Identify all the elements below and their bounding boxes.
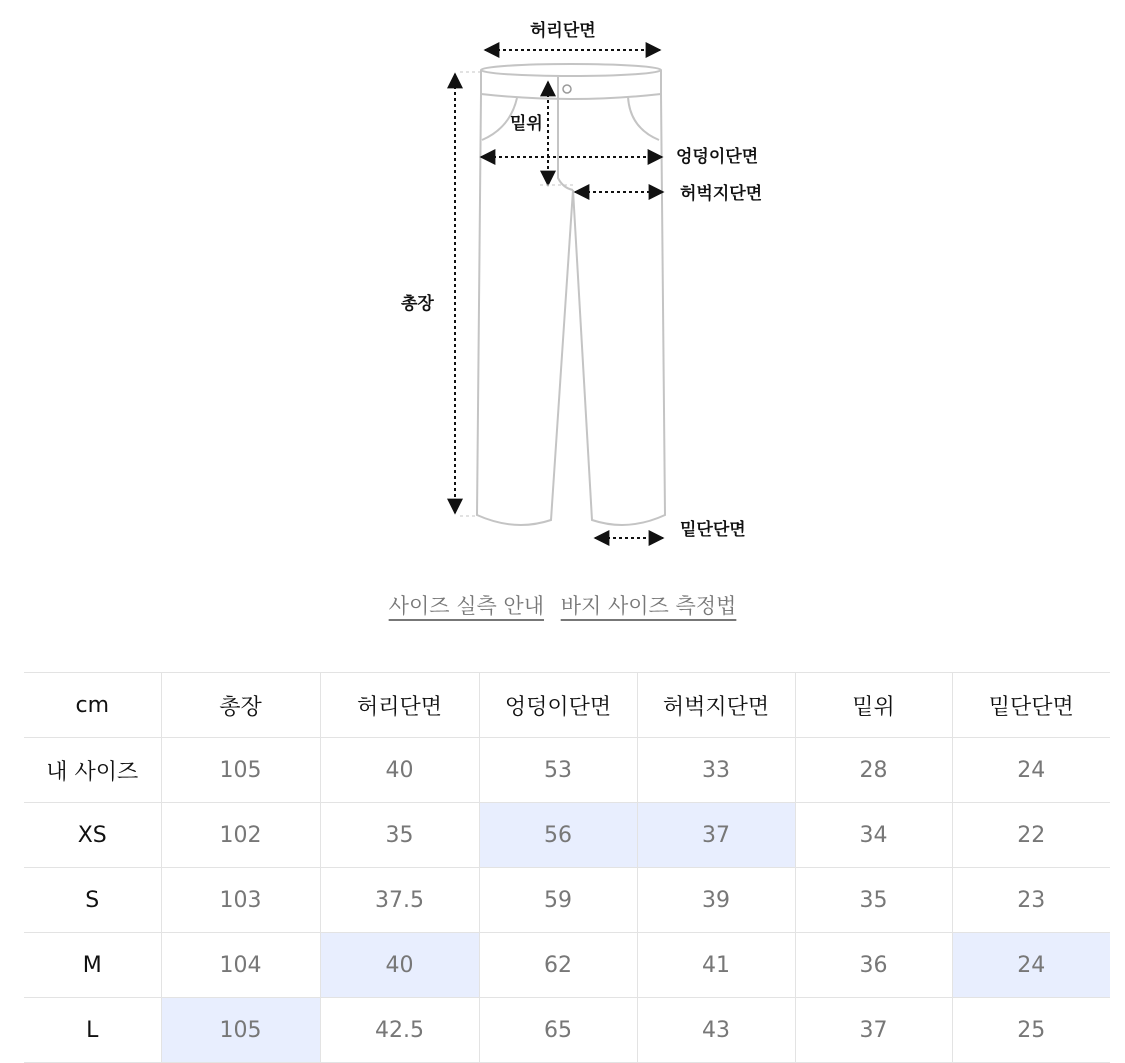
- table-row: [24, 803, 1110, 868]
- size-table: [24, 672, 1110, 1063]
- table-cell: 59: [479, 868, 637, 933]
- table-cell-highlighted: 105: [161, 998, 320, 1063]
- table-cell: 105: [161, 738, 320, 803]
- table-cell: 35: [795, 868, 952, 933]
- table-cell: 37: [795, 998, 952, 1063]
- table-cell: 42.5: [320, 998, 479, 1063]
- row-size: M: [24, 933, 161, 998]
- table-cell: 33: [637, 738, 795, 803]
- table-cell-highlighted: 24: [952, 933, 1110, 998]
- guide-links: [0, 590, 1125, 620]
- label-hem: 밑단단면: [680, 520, 746, 540]
- column-header: 총장: [161, 673, 320, 738]
- table-cell-highlighted: 37: [637, 803, 795, 868]
- table-row: [24, 998, 1110, 1063]
- row-size: L: [24, 998, 161, 1063]
- table-cell: 41: [637, 933, 795, 998]
- column-header: 밑단단면: [952, 673, 1110, 738]
- column-header: 엉덩이단면: [479, 673, 637, 738]
- column-header: 허벅지단면: [637, 673, 795, 738]
- table-cell: 53: [479, 738, 637, 803]
- table-row: [24, 738, 1110, 803]
- button: [563, 85, 571, 93]
- right-leg: [573, 94, 665, 525]
- measure-method-link[interactable]: 바지 사이즈 측정법: [560, 594, 737, 618]
- row-size: 내 사이즈: [24, 738, 161, 803]
- label-rise: 밑위: [510, 114, 543, 134]
- column-header: 밑위: [795, 673, 952, 738]
- table-cell: 22: [952, 803, 1110, 868]
- table-cell: 36: [795, 933, 952, 998]
- table-cell: 23: [952, 868, 1110, 933]
- table-cell-highlighted: 40: [320, 933, 479, 998]
- column-header: cm: [24, 673, 161, 738]
- table-header-row: [24, 673, 1110, 738]
- label-waist: 허리단면: [530, 21, 596, 41]
- table-cell: 24: [952, 738, 1110, 803]
- table-row: [24, 933, 1110, 998]
- table-cell: 35: [320, 803, 479, 868]
- table-cell: 103: [161, 868, 320, 933]
- table-row: [24, 868, 1110, 933]
- table-cell: 25: [952, 998, 1110, 1063]
- table-cell: 65: [479, 998, 637, 1063]
- column-header: 허리단면: [320, 673, 479, 738]
- row-size: XS: [24, 803, 161, 868]
- table-cell: 62: [479, 933, 637, 998]
- table-cell: 37.5: [320, 868, 479, 933]
- table-cell: 102: [161, 803, 320, 868]
- table-cell: 43: [637, 998, 795, 1063]
- table-cell: 34: [795, 803, 952, 868]
- waistband-top: [481, 64, 661, 76]
- table-cell: 39: [637, 868, 795, 933]
- label-length: 총장: [401, 294, 434, 314]
- table-cell-highlighted: 56: [479, 803, 637, 868]
- label-hip: 엉덩이단면: [676, 147, 759, 167]
- fly-stitch: [558, 77, 573, 190]
- table-cell: 28: [795, 738, 952, 803]
- size-guide-link[interactable]: 사이즈 실측 안내: [388, 594, 545, 618]
- table-cell: 40: [320, 738, 479, 803]
- label-thigh: 허벅지단면: [680, 184, 763, 204]
- right-pocket: [628, 97, 659, 140]
- row-size: S: [24, 868, 161, 933]
- table-cell: 104: [161, 933, 320, 998]
